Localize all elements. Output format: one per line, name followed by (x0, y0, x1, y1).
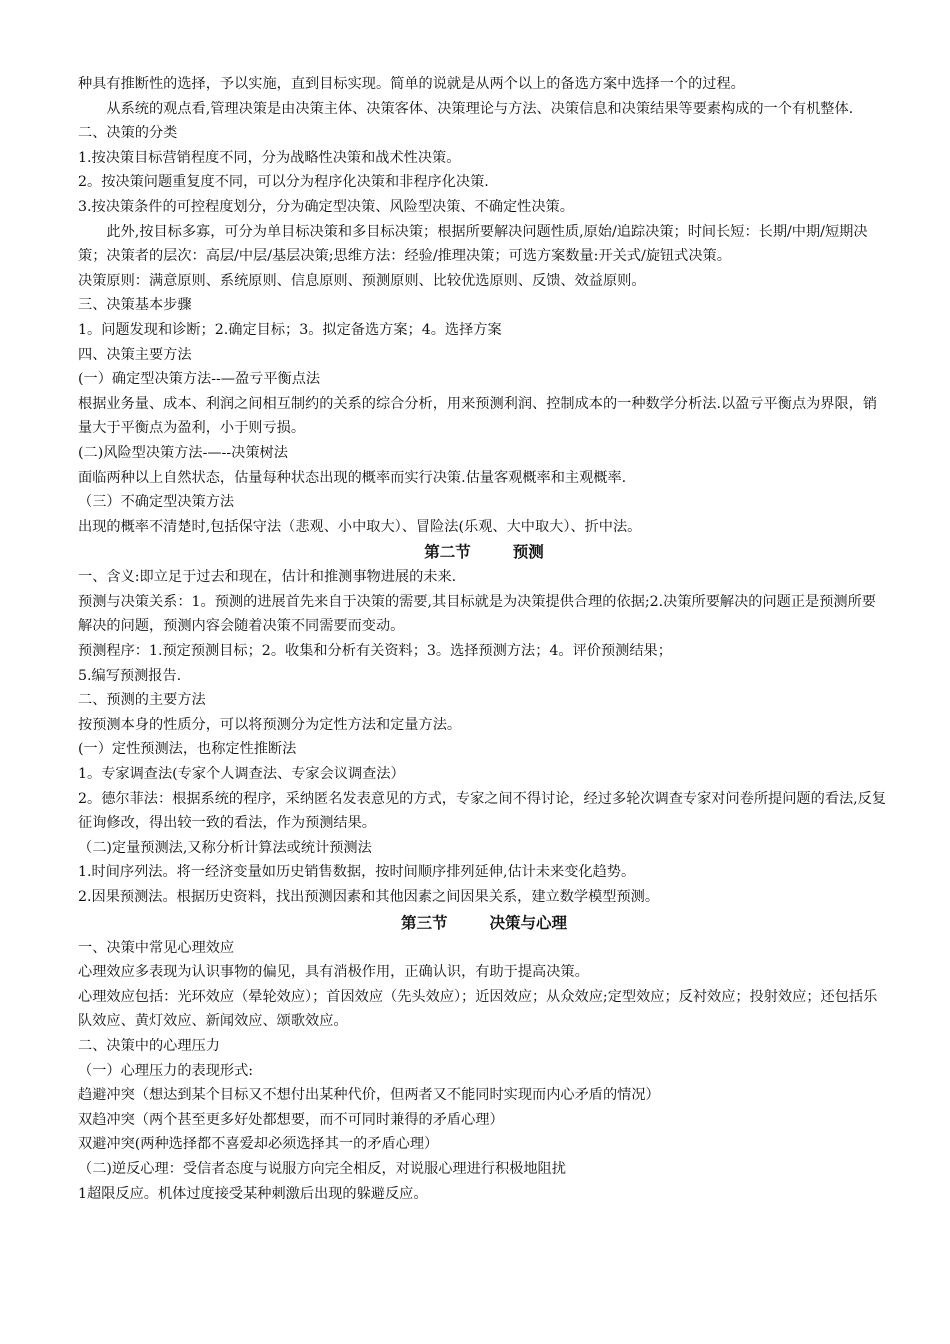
paragraph: 种具有推断性的选择，予以实施，直到目标实现。简单的说就是从两个以上的备选方案中选择一个的过程。 (78, 76, 745, 92)
section-title: 预测 (512, 542, 544, 562)
paragraph: （一）心理压力的表现形式: (78, 1062, 254, 1079)
paragraph: 二、预测的主要方法 (78, 692, 206, 709)
paragraph: 2。按决策问题重复度不同，可以分为程序化决策和非程序化决策. (78, 174, 489, 191)
paragraph: 出现的概率不清楚时,包括保守法（悲观、小中取大）、冒险法(乐观、大中取大）、折中法。 (78, 518, 642, 535)
paragraph: 根据业务量、成本、利润之间相互制约的关系的综合分析，用来预测利润、控制成本的一种数学分析法.以盈亏平衡点为界限，销量大于平衡点为盈利，小于则亏损。 (78, 395, 878, 437)
paragraph: （二)逆反心理：受信者态度与说服方向完全相反，对说服心理进行积极地阻扰 (78, 1160, 566, 1177)
paragraph: 3.按决策条件的可控程度划分，分为确定型决策、风险型决策、不确定性决策。 (78, 198, 574, 215)
section-heading (78, 539, 890, 565)
paragraph: (一）确定型决策方法--—盈亏平衡点法 (78, 371, 321, 388)
paragraph: 双避冲突(两种选择都不喜爱却必须选择其一的矛盾心理） (78, 1136, 439, 1153)
paragraph: 一、决策中常见心理效应 (78, 939, 235, 956)
paragraph: (一）定性预测法，也称定性推断法 (78, 741, 297, 758)
paragraph: 趋避冲突（想达到某个目标又不想付出某种代价，但两者又不能同时实现而内心矛盾的情况） (78, 1087, 660, 1104)
paragraph: 1。专家调查法(专家个人调查法、专家会议调查法） (78, 766, 405, 783)
paragraph: 预测程序：1.预定预测目标；2。收集和分析有关资料；3。选择预测方法；4。评价预测结果； (78, 643, 672, 660)
paragraph: 1。问题发现和诊断；2.确定目标；3。拟定备选方案；4。选择方案 (78, 321, 502, 338)
paragraph: 2。德尔菲法：根据系统的程序，采纳匿名发表意见的方式，专家之间不得讨论，经过多轮次调查专家对问卷所提问题的看法,反复征询修改，得出较一致的看法，作为预测结果。 (78, 790, 887, 832)
section-number: 第二节 (424, 542, 471, 562)
paragraph: 预测与决策关系：1。预测的进展首先来自于决策的需要,其目标就是为决策提供合理的依据;2.决策所要解决的问题正是预测所要解决的问题，预测内容会随着决策不同需要而变动。 (78, 593, 876, 635)
paragraph: 决策原则：满意原则、系统原则、信息原则、预测原则、比较优选原则、反馈、效益原则。 (78, 272, 646, 289)
section-number: 第三节 (400, 912, 448, 932)
section-title: 决策与心理 (489, 912, 568, 932)
paragraph: 三、决策基本步骤 (78, 297, 192, 314)
paragraph: 面临两种以上自然状态，估量每种状态出现的概率而实行决策.估量客观概率和主观概率. (78, 469, 627, 486)
paragraph: 5.编写预测报告. (78, 667, 182, 684)
paragraph: 从系统的观点看,管理决策是由决策主体、决策客体、决策理论与方法、决策信息和决策结果等要素构成的一个有机整体. (106, 100, 854, 117)
paragraph: 二、决策中的心理压力 (78, 1037, 220, 1054)
paragraph: 1.时间序列法。将一经济变量如历史销售数据，按时间顺序排列延伸,估计未来变化趋势。 (78, 864, 636, 881)
paragraph: （二)定量预测法,又称分析计算法或统计预测法 (78, 839, 372, 856)
paragraph: 一、含义:即立足于过去和现在，估计和推测事物进展的未来. (78, 569, 457, 586)
paragraph: 按预测本身的性质分，可以将预测分为定性方法和定量方法。 (78, 716, 462, 733)
paragraph: 1超限反应。机体过度接受某种刺激后出现的躲避反应。 (78, 1185, 428, 1202)
paragraph: 1.按决策目标营销程度不同，分为战略性决策和战术性决策。 (78, 149, 461, 166)
document-body (78, 72, 890, 1206)
paragraph: （三）不确定型决策方法 (78, 494, 235, 511)
paragraph: 心理效应包括：光环效应（晕轮效应）；首因效应（先头效应）；近因效应；从众效应;定型效应；反衬效应；投射效应；还包括乐队效应、黄灯效应、新闻效应、颂歌效应。 (78, 988, 878, 1030)
paragraph: 2.因果预测法。根据历史资料，找出预测因素和其他因素之间因果关系，建立数学模型预测。 (78, 889, 660, 905)
paragraph: 双趋冲突（两个甚至更多好处都想要，而不可同时兼得的矛盾心理） (78, 1111, 504, 1128)
paragraph: 此外,按目标多寡，可分为单目标决策和多目标决策；根据所要解决问题性质,原始/追踪决策；时间长短：长期/中期/短期决策；决策者的层次：高层/中层/基层决策;思维方法：经验/推理决策；可选方案数量:开关式/旋钮式决策。 (78, 223, 868, 265)
section-heading (78, 910, 890, 936)
paragraph: (二)风险型决策方法-—--决策树法 (78, 444, 288, 461)
paragraph: 心理效应多表现为认识事物的偏见，具有消极作用，正确认识，有助于提高决策。 (78, 964, 589, 981)
paragraph: 四、决策主要方法 (78, 346, 192, 363)
paragraph: 二、决策的分类 (78, 125, 178, 142)
